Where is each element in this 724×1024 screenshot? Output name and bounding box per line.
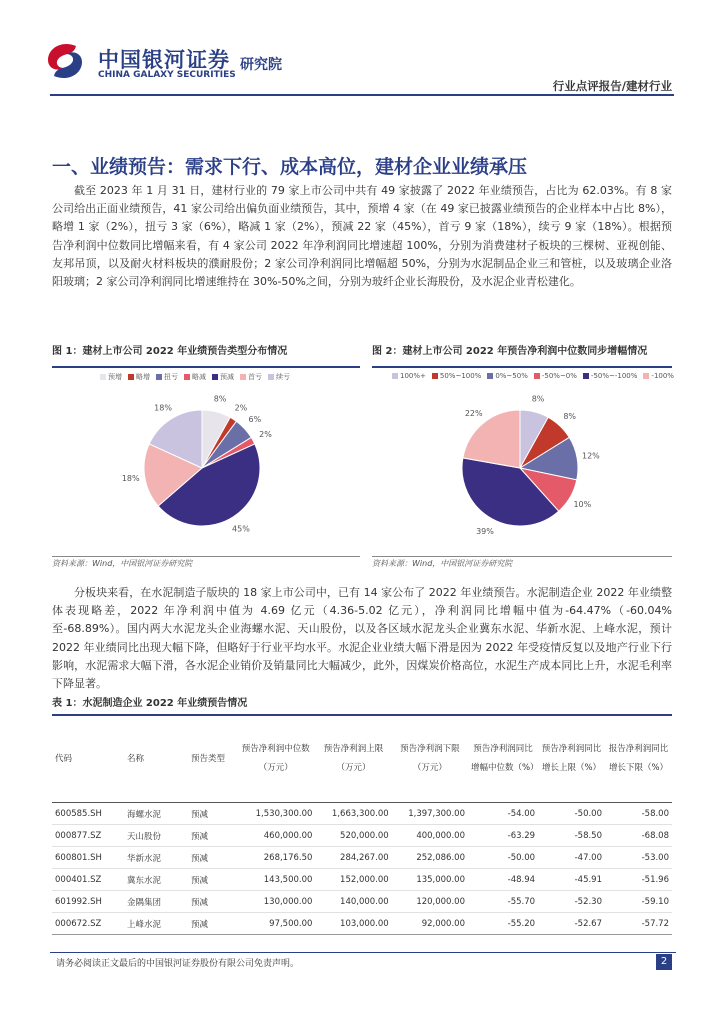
figure-2-caption: 图 2：建材上市公司 2022 年预告净利润中位数同步增幅情况	[372, 340, 672, 368]
table-row	[52, 825, 672, 847]
pie-label: 8%	[531, 394, 545, 404]
col-header-upper: 预告净利润上限（万元）	[315, 716, 391, 803]
table-cell: -52.67	[538, 913, 605, 935]
page-number: 2	[656, 954, 672, 970]
legend-label: 预增	[108, 373, 122, 381]
legend-swatch	[184, 374, 190, 380]
legend-swatch	[212, 374, 218, 380]
legend-swatch	[100, 374, 106, 380]
table-cell: 1,397,300.00	[392, 803, 468, 825]
table-cell: 预减	[188, 847, 236, 869]
pie-label: 6%	[248, 415, 262, 425]
table-cell: -50.00	[538, 803, 605, 825]
legend-swatch	[156, 374, 162, 380]
pie-label: 8%	[213, 394, 227, 404]
table-cell: 1,530,300.00	[236, 803, 315, 825]
table-cell: 140,000.00	[315, 891, 391, 913]
paragraph-text: 截至 2023 年 1 月 31 日，建材行业的 79 家上市公司中共有 49 家披露了 2022 年业绩预告，占比为 62.03%。有 8 家公司给出正面业绩预告，41 家公司给出偏负面业绩预告，其中，预增 4 家（在 49 家已披露业绩预告的企业样本中占比 8%），略增 1 家（2%），扭亏 3 家（6%），略减 1 家（2%），预减 22 家（45%），首亏 9 家（18%），续亏 9 家（18%）。根据预告净利润中位数同比增幅来看，有 4 家公司 2022 年净利润同比增速超 100%，分别为消费建材子板块的三棵树、亚视创能、友邦吊顶，以及耐火材料板块的濮耐股份；2 家公司净利润同比增幅超 50%，分别为水泥制品企业三和管桩，以及玻璃企业洛阳玻璃；2 家公司净利润同比增速维持在 30%-50%之间，分别为玻纤企业长海股份，及水泥企业青松建化。	[52, 184, 672, 289]
legend-swatch	[534, 373, 540, 379]
legend-swatch	[583, 373, 589, 379]
table-cell: 252,086.00	[392, 847, 468, 869]
figure-2-pie-chart	[372, 384, 672, 556]
table-row	[52, 803, 672, 825]
table-cell: -68.08	[605, 825, 672, 847]
table-row	[52, 869, 672, 891]
table-cell: 冀东水泥	[124, 869, 188, 891]
footer-divider	[50, 952, 676, 953]
legend-item	[643, 372, 674, 380]
table-cell: -45.91	[538, 869, 605, 891]
legend-label: -50%~-100%	[590, 372, 638, 380]
table-cell: 284,267.00	[315, 847, 391, 869]
pie-slice	[463, 410, 520, 468]
table-cell: 海螺水泥	[124, 803, 188, 825]
col-header-growth-lower: 报告净利润同比增长下限（%）	[605, 716, 672, 803]
table-cell: 400,000.00	[392, 825, 468, 847]
legend-swatch	[432, 373, 438, 379]
legend-label: 预减	[220, 373, 234, 381]
col-header-lower: 预告净利润下限（万元）	[392, 716, 468, 803]
paragraph-summary	[52, 182, 672, 291]
col-header-growth-upper: 预告净利润同比增长上限（%）	[538, 716, 605, 803]
table-cell: -58.50	[538, 825, 605, 847]
col-header-median: 预告净利润中位数（万元）	[236, 716, 315, 803]
legend-item	[268, 372, 290, 382]
legend-item	[583, 372, 638, 380]
table-cell: 天山股份	[124, 825, 188, 847]
pie-label: 2%	[234, 403, 248, 413]
figure-1-legend	[100, 372, 290, 382]
legend-label: 续亏	[276, 373, 290, 381]
table-row	[52, 847, 672, 869]
table-cell: 103,000.00	[315, 913, 391, 935]
pie-label: 2%	[259, 429, 272, 439]
table-cell: 预减	[188, 803, 236, 825]
legend-label: -50%~0%	[541, 372, 577, 380]
section-title: 一、业绩预告：需求下行、成本高位，建材企业业绩承压	[52, 156, 528, 178]
legend-label: 50%~100%	[439, 372, 482, 380]
table-cell: 000672.SZ	[52, 913, 124, 935]
legend-item	[156, 372, 178, 382]
legend-swatch	[487, 373, 493, 379]
pie-label: 45%	[232, 524, 250, 534]
table-cell: 268,176.50	[236, 847, 315, 869]
report-type: 行业点评报告/建材行业	[552, 79, 672, 93]
table-cell: -57.72	[605, 913, 672, 935]
table-cell: -51.96	[605, 869, 672, 891]
header-divider	[50, 94, 674, 96]
table-1-caption: 表 1：水泥制造企业 2022 年业绩预告情况	[52, 696, 672, 716]
pie-label: 12%	[582, 451, 600, 461]
table-cell: -54.00	[468, 803, 538, 825]
table-cell: 97,500.00	[236, 913, 315, 935]
table-cell: 000877.SZ	[52, 825, 124, 847]
table-cell: 000401.SZ	[52, 869, 124, 891]
table-cell: 上峰水泥	[124, 913, 188, 935]
col-header-name: 名称	[124, 716, 188, 803]
legend-item	[392, 372, 426, 380]
legend-swatch	[643, 373, 649, 379]
table-body	[52, 803, 672, 935]
legend-swatch	[240, 374, 246, 380]
table-cell: 92,000.00	[392, 913, 468, 935]
pie-label: 22%	[464, 408, 483, 418]
company-logo	[42, 38, 88, 84]
table-cell: 预减	[188, 891, 236, 913]
table-row	[52, 891, 672, 913]
legend-label: 略增	[136, 373, 150, 381]
legend-item	[212, 372, 234, 382]
table-cell: -58.00	[605, 803, 672, 825]
col-header-code: 代码	[52, 716, 124, 803]
table-cell: 华新水泥	[124, 847, 188, 869]
pie-label: 39%	[476, 526, 494, 536]
table-cell: -53.00	[605, 847, 672, 869]
table-cell: -55.70	[468, 891, 538, 913]
legend-label: 100%+	[400, 372, 426, 380]
institute-name: 研究院	[240, 57, 282, 73]
table-cell: 601992.SH	[52, 891, 124, 913]
col-header-type: 预告类型	[188, 716, 236, 803]
table-cell: 600585.SH	[52, 803, 124, 825]
legend-item	[432, 372, 481, 380]
figure-2-source: 资料来源：Wind，中国银河证券研究院	[372, 556, 672, 572]
pie-label: 18%	[154, 403, 172, 413]
table-cell: -59.10	[605, 891, 672, 913]
legend-label: 0%~50%	[495, 372, 528, 380]
table-cell: -48.94	[468, 869, 538, 891]
col-header-growth-median: 预告净利润同比增幅中位数（%）	[468, 716, 538, 803]
table-cell: -50.00	[468, 847, 538, 869]
legend-label: 扭亏	[164, 373, 178, 381]
legend-swatch	[268, 374, 274, 380]
paragraph-text: 分板块来看，在水泥制造子版块的 18 家上市公司中，已有 14 家公布了 2022 年业绩预告。水泥制造企业 2022 年业绩整体表现略差，2022 年净利润中值为 4.69 亿元（4.36-5.02 亿元），净利润同比增幅中值为-64.47%（-60.04%至-68.89%）。国内两大水泥龙头企业海螺水泥、天山股份，以及各区域水泥龙头企业冀东水泥、华新水泥、上峰水泥，预计 2022 年业绩同比出现大幅下降，但略好于行业平均水平。水泥企业业绩大幅下滑是因为 2022 年受疫情反复以及地产行业下行影响，水泥需求大幅下滑，各水泥企业销价及销量同比大幅减少，此外，因煤炭价格高位，水泥生产成本同比上升，水泥毛利率下降显著。	[52, 586, 672, 691]
legend-swatch	[392, 373, 398, 379]
brand-name-cn: 中国银河证券	[98, 48, 230, 72]
table-cell: -55.20	[468, 913, 538, 935]
table-header-row	[52, 716, 672, 803]
figure-1-pie-chart	[52, 384, 360, 556]
table-cell: 预减	[188, 913, 236, 935]
table-row	[52, 913, 672, 935]
legend-item	[184, 372, 206, 382]
figure-1-source: 资料来源：Wind，中国银河证券研究院	[52, 556, 360, 572]
table-cell: 152,000.00	[315, 869, 391, 891]
pie-label: 8%	[563, 411, 577, 421]
legend-label: 首亏	[248, 373, 262, 381]
legend-label: 略减	[192, 373, 206, 381]
figure-1-caption: 图 1：建材上市公司 2022 年业绩预告类型分布情况	[52, 340, 360, 368]
table-cell: 金隅集团	[124, 891, 188, 913]
legend-item	[100, 372, 122, 382]
legend-item	[240, 372, 262, 382]
table-cell: 460,000.00	[236, 825, 315, 847]
legend-item	[128, 372, 150, 382]
table-cell: -52.30	[538, 891, 605, 913]
figure-2-legend	[392, 372, 674, 380]
table-cell: 预减	[188, 869, 236, 891]
table-cell: 1,663,300.00	[315, 803, 391, 825]
pie-label: 10%	[573, 500, 592, 509]
table-cell: 600801.SH	[52, 847, 124, 869]
table-cell: -63.29	[468, 825, 538, 847]
brand-name-en: CHINA GALAXY SECURITIES	[98, 70, 236, 80]
table-cell: 135,000.00	[392, 869, 468, 891]
table-cell: 120,000.00	[392, 891, 468, 913]
legend-item	[487, 372, 528, 380]
table-cell: 预减	[188, 825, 236, 847]
table-cell: 520,000.00	[315, 825, 391, 847]
cement-forecast-table	[52, 716, 672, 935]
legend-item	[534, 372, 577, 380]
disclaimer-note: 请务必阅读正文最后的中国银河证券股份有限公司免责声明。	[56, 959, 300, 969]
table-cell: -47.00	[538, 847, 605, 869]
legend-label: -100%	[651, 372, 674, 380]
pie-label: 18%	[121, 474, 140, 484]
table-cell: 130,000.00	[236, 891, 315, 913]
paragraph-cement	[52, 584, 672, 693]
legend-swatch	[128, 374, 134, 380]
table-cell: 143,500.00	[236, 869, 315, 891]
